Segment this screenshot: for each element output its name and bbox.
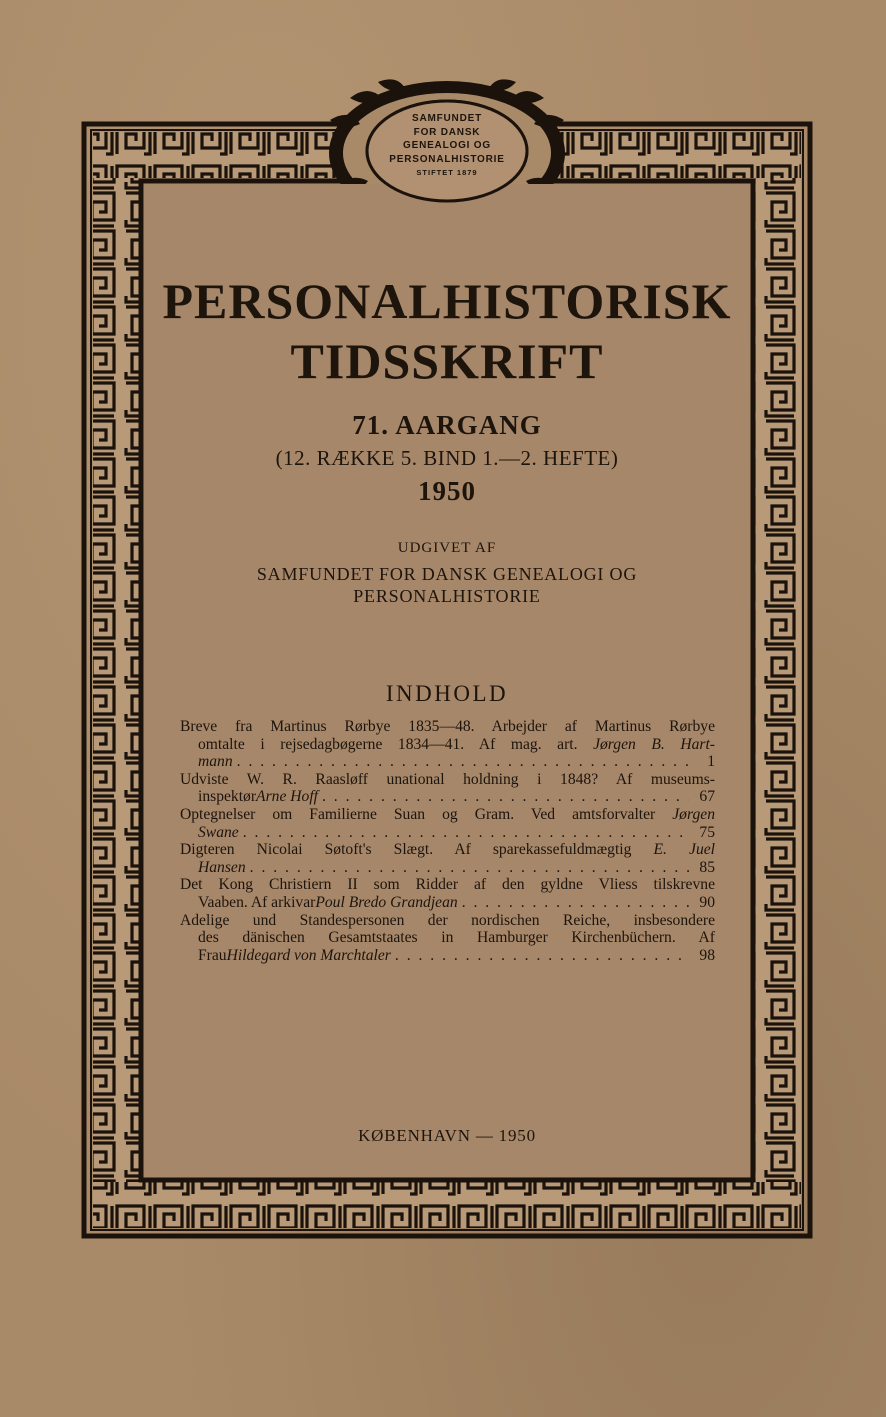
toc-entry-last-line (180, 947, 715, 965)
toc-entry-text (180, 736, 715, 754)
leader-dots (243, 824, 689, 842)
volume-label: 71. AARGANG (352, 410, 542, 440)
toc-entry-text: Vaaben. Af arkivar (198, 893, 316, 911)
toc-entry-last-line (180, 788, 715, 806)
page-number: 1 (707, 753, 715, 771)
contents-heading: INDHOLD (385, 681, 509, 706)
toc-entry-text: Udviste W. R. Raasløff unational holdning i 1848? Af museums- (180, 770, 715, 788)
leader-dots (322, 788, 689, 806)
toc-entry-author: Arne Hoff (256, 788, 318, 806)
toc-entry (180, 912, 715, 965)
table-of-contents (180, 718, 715, 964)
toc-entry-last-line (180, 824, 715, 842)
toc-entry-author: Jørgen B. Hart- (593, 735, 715, 753)
toc-entry (180, 771, 715, 806)
toc-entry-author: Poul Bredo Grandjean (315, 893, 458, 911)
page-number: 98 (699, 946, 715, 964)
toc-entry-author: mann (198, 753, 233, 771)
toc-entry-text: Det Kong Christiern II som Ridder af den gyldne Vliess tilskrevne (180, 876, 715, 894)
imprint: KØBENHAVN — 1950 (358, 1126, 536, 1145)
toc-entry-text: inspektør (198, 788, 257, 806)
toc-entry-author: Hildegard von Marchtaler (226, 946, 391, 964)
publisher-line-1: SAMFUNDET FOR DANSK GENEALOGI OG (256, 564, 638, 584)
series-label: (12. RÆKKE 5. BIND 1.—2. HEFTE) (275, 446, 619, 470)
publisher-intro: UDGIVET AF (397, 540, 497, 556)
toc-entry-text: Breve fra Martinus Rørbye 1835—48. Arbejder af Martinus Rørbye (180, 718, 715, 735)
emblem-line-1: SAMFUNDET (412, 113, 482, 124)
leader-dots (462, 894, 689, 912)
toc-entry-text: Frau (198, 946, 227, 964)
emblem-founded: STIFTET 1879 (416, 168, 478, 177)
toc-entry-last-line (180, 894, 715, 912)
leader-dots (250, 859, 689, 877)
journal-title-line-1: PERSONALHISTORISK (162, 273, 732, 329)
page-number: 67 (699, 788, 715, 806)
toc-entry-author: Swane (198, 823, 239, 841)
toc-entry-author: Hansen (198, 858, 246, 876)
toc-entry-text: des dänischen Gesamtstaates in Hamburger Kirchenbüchern. Af (198, 929, 715, 947)
toc-entry (180, 876, 715, 911)
year-label: 1950 (418, 476, 476, 506)
toc-entry (180, 718, 715, 771)
toc-entry-text: Optegnelser om Familierne Suan og Gram. Ved amtsforvalter (180, 805, 673, 823)
toc-entry (180, 806, 715, 841)
emblem-line-2: FOR DANSK (413, 126, 481, 138)
toc-entry-text: omtalte i rejsedagbøgerne 1834—41. Af mag. art. (198, 735, 594, 753)
page-number: 85 (699, 858, 715, 876)
page-number: 75 (699, 823, 715, 841)
society-emblem (373, 104, 521, 198)
toc-entry (180, 841, 715, 876)
toc-entry-author: E. Juel (653, 841, 716, 859)
emblem-line-4: PERSONALHISTORIE (389, 153, 505, 165)
leader-dots (395, 947, 689, 965)
toc-entry-text: Digteren Nicolai Søtoft's Slægt. Af sparekassefuldmægtig (180, 841, 654, 859)
toc-entry-text (180, 841, 715, 859)
toc-entry-last-line (180, 753, 715, 771)
journal-title-line-2: TIDSSKRIFT (290, 333, 604, 389)
toc-entry-text: Adelige und Standespersonen der nordischen Reiche, insbesondere (180, 911, 715, 929)
page-number: 90 (699, 893, 715, 911)
leader-dots (237, 753, 689, 771)
toc-entry-last-line (180, 859, 715, 877)
toc-entry-author: Jørgen (672, 805, 715, 823)
toc-entry-text (180, 806, 715, 824)
emblem-line-3: GENEALOGI OG (403, 140, 491, 151)
publisher-line-2: PERSONALHISTORIE (353, 586, 541, 606)
